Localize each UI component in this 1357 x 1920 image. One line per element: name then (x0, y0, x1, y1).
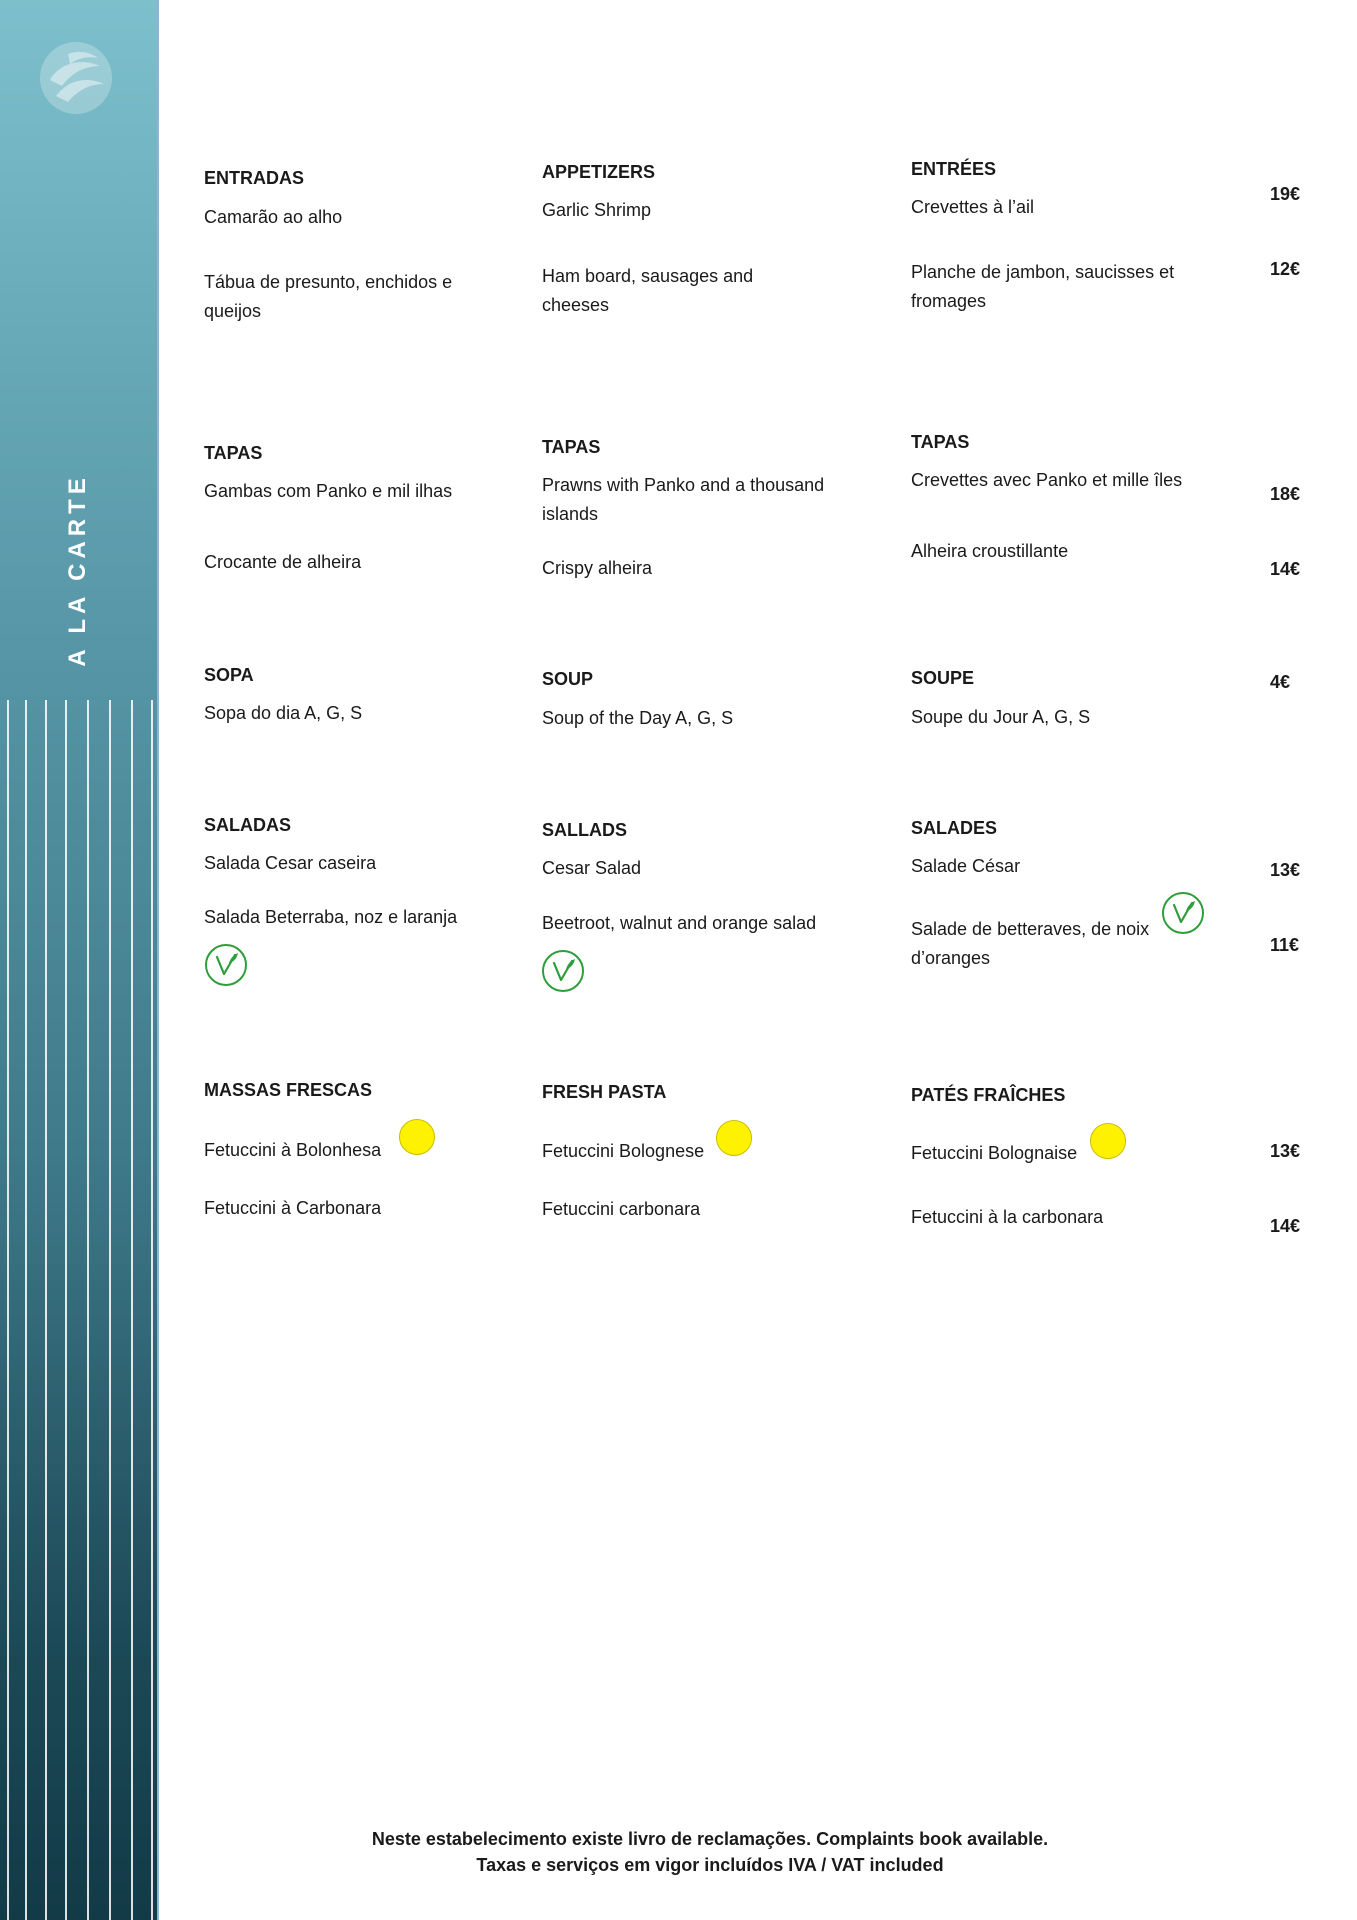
menu-item-pt: Fetuccini à Carbonara (204, 1198, 382, 1218)
menu-price: 11€ (1270, 935, 1300, 955)
menu-item-pt: Gambas com Panko e mil ilhas (204, 481, 453, 501)
sidebar-stripes (0, 700, 157, 1920)
menu-price: 12€ (1270, 259, 1301, 279)
footer-tax-note: Taxas e serviços em vigor incluídos IVA / VAT included (476, 1855, 944, 1875)
menu-item-fr: Fetuccini à la carbonara (911, 1207, 1104, 1227)
footer (160, 1826, 1260, 1878)
sidebar-title: A LA CARTE (64, 473, 91, 667)
menu-item-en: Garlic Shrimp (542, 200, 652, 220)
section-heading-pt: ENTRADAS (204, 168, 305, 188)
menu-item-pt: Sopa do dia A, G, S (204, 703, 363, 723)
logo-emblem-icon (38, 40, 114, 116)
menu-item-fr: Salade de betteraves, de noix d’oranges (911, 919, 1150, 968)
menu-price: 13€ (1270, 860, 1301, 880)
menu-item-en: Soup of the Day A, G, S (542, 708, 734, 728)
menu-item-en: Cesar Salad (542, 858, 642, 878)
menu-item-fr: Planche de jambon, saucisses et fromages (911, 262, 1175, 311)
menu-item-fr: Crevettes avec Panko et mille îles (911, 470, 1183, 490)
section-heading-pt: SOPA (204, 665, 254, 685)
menu-item-pt: Salada Beterraba, noz e laranja (204, 907, 458, 927)
sidebar (0, 0, 159, 1920)
menu-price: 4€ (1270, 672, 1291, 692)
menu-item-fr: Crevettes à l’ail (911, 197, 1035, 217)
section-heading-pt: TAPAS (204, 443, 263, 463)
section-heading-pt: SALADAS (204, 815, 292, 835)
menu-price: 18€ (1270, 484, 1301, 504)
menu-item-en: Fetuccini Bolognese (542, 1141, 705, 1161)
section-heading-fr: PATÉS FRAÎCHES (911, 1085, 1066, 1105)
menu-item-fr: Alheira croustillante (911, 541, 1069, 561)
menu-price: 14€ (1270, 1216, 1301, 1236)
footer-complaints-note: Neste estabelecimento existe livro de reclamações. Complaints book available. (371, 1829, 1049, 1849)
menu-price: 13€ (1270, 1141, 1301, 1161)
menu-item-en: Ham board, sausages and cheeses (542, 266, 754, 315)
section-heading-pt: MASSAS FRESCAS (204, 1080, 373, 1100)
section-heading-fr: TAPAS (911, 432, 970, 452)
vegan-leaf-icon (204, 943, 248, 987)
menu-item-pt: Fetuccini à Bolonhesa (204, 1140, 382, 1160)
section-heading-en: TAPAS (542, 437, 601, 457)
section-heading-en: FRESH PASTA (542, 1082, 667, 1102)
section-heading-en: APPETIZERS (542, 162, 656, 182)
vegan-leaf-icon (1161, 891, 1205, 935)
yellow-dot-icon (399, 1119, 435, 1155)
menu-item-fr: Fetuccini Bolognaise (911, 1143, 1078, 1163)
menu-item-en: Crispy alheira (542, 558, 653, 578)
menu-item-fr: Salade César (911, 856, 1021, 876)
yellow-dot-icon (716, 1120, 752, 1156)
menu-price: 19€ (1270, 184, 1301, 204)
menu-item-en: Beetroot, walnut and orange salad (542, 913, 817, 933)
menu-price: 14€ (1270, 559, 1301, 579)
menu-item-en: Prawns with Panko and a thousand islands (542, 475, 825, 524)
section-heading-fr: SALADES (911, 818, 998, 838)
menu-item-pt: Tábua de presunto, enchidos e queijos (204, 272, 453, 321)
menu-item-pt: Salada Cesar caseira (204, 853, 377, 873)
menu-item-fr: Soupe du Jour A, G, S (911, 707, 1091, 727)
menu-item-en: Fetuccini carbonara (542, 1199, 701, 1219)
section-heading-en: SALLADS (542, 820, 627, 840)
vegan-leaf-icon (541, 949, 585, 993)
yellow-dot-icon (1090, 1123, 1126, 1159)
section-heading-fr: SOUPE (911, 668, 975, 688)
menu-item-pt: Camarão ao alho (204, 207, 343, 227)
section-heading-en: SOUP (542, 669, 594, 689)
menu-item-pt: Crocante de alheira (204, 552, 362, 572)
section-heading-fr: ENTRÉES (911, 159, 997, 179)
